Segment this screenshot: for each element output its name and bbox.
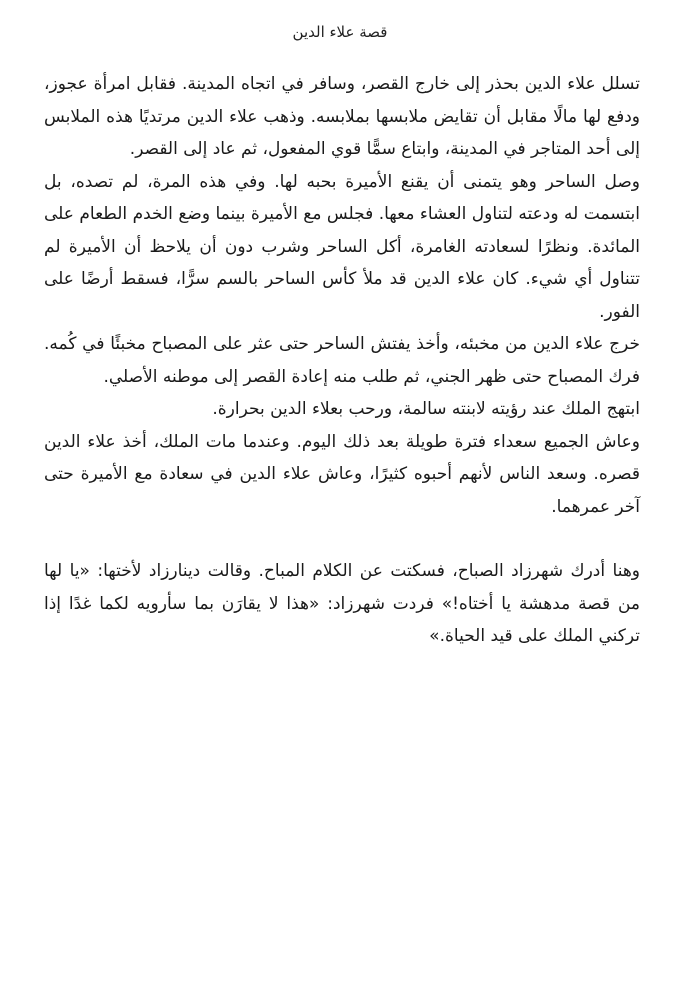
story-paragraph-2: وصل الساحر وهو يتمنى أن يقنع الأميرة بحبه لها. وفي هذه المرة، لم تصده، بل ابتسمت له ودعته لتناول العشاء معها. فجلس مع الأميرة بينما وضع الخدم الطعام على المائدة. ونظرًا لسعادته الغامرة، أكل الساحر وشرب دون أن يلاحظ أن الأميرة لم تتناول أي شيء. كان علاء الدين قد ملأ كأس الساحر بالسم سرًّا، فسقط أرضًا على الفور. — [44, 171, 640, 322]
story-paragraph-1: تسلل علاء الدين بحذر إلى خارج القصر، وسافر في اتجاه المدينة. فقابل امرأة عجوز، ودفع لها مالًا مقابل أن تقايض ملابسها بملابسه. وذهب علاء الدين مرتديًا هذه الملابس إلى أحد المتاجر في المدينة، وابتاع سمًّا قوي المفعول، ثم عاد إلى القصر. — [44, 74, 640, 159]
story-paragraph-3: خرج علاء الدين من مخبئه، وأخذ يفتش الساحر حتى عثر على المصباح مخبئًا في كُمه. فرك المصباح حتى ظهر الجني، ثم طلب منه إعادة القصر إلى موطنه الأصلي. — [44, 334, 640, 387]
running-header-title: قصة علاء الدين — [292, 23, 388, 41]
story-paragraph-4: ابتهج الملك عند رؤيته لابنته سالمة، ورحب بعلاء الدين بحرارة. — [212, 399, 640, 419]
story-paragraph-5: وعاش الجميع سعداء فترة طويلة بعد ذلك اليوم. وعندما مات الملك، أخذ علاء الدين قصره. وسعد الناس لأنهم أحبوه كثيرًا، وعاش علاء الدين في سعادة مع الأميرة حتى آخر عمرهما. — [44, 431, 640, 517]
story-body — [44, 68, 640, 653]
closing-paragraph: وهنا أدرك شهرزاد الصباح، فسكتت عن الكلام المباح. وقالت دينارزاد لأختها: «يا لها من قصة مدهشة يا أختاه!» فردت شهرزاد: «هذا لا يقارَن بما سأرويه لكما غدًا إذا تركني الملك على قيد الحياة.» — [44, 561, 640, 646]
